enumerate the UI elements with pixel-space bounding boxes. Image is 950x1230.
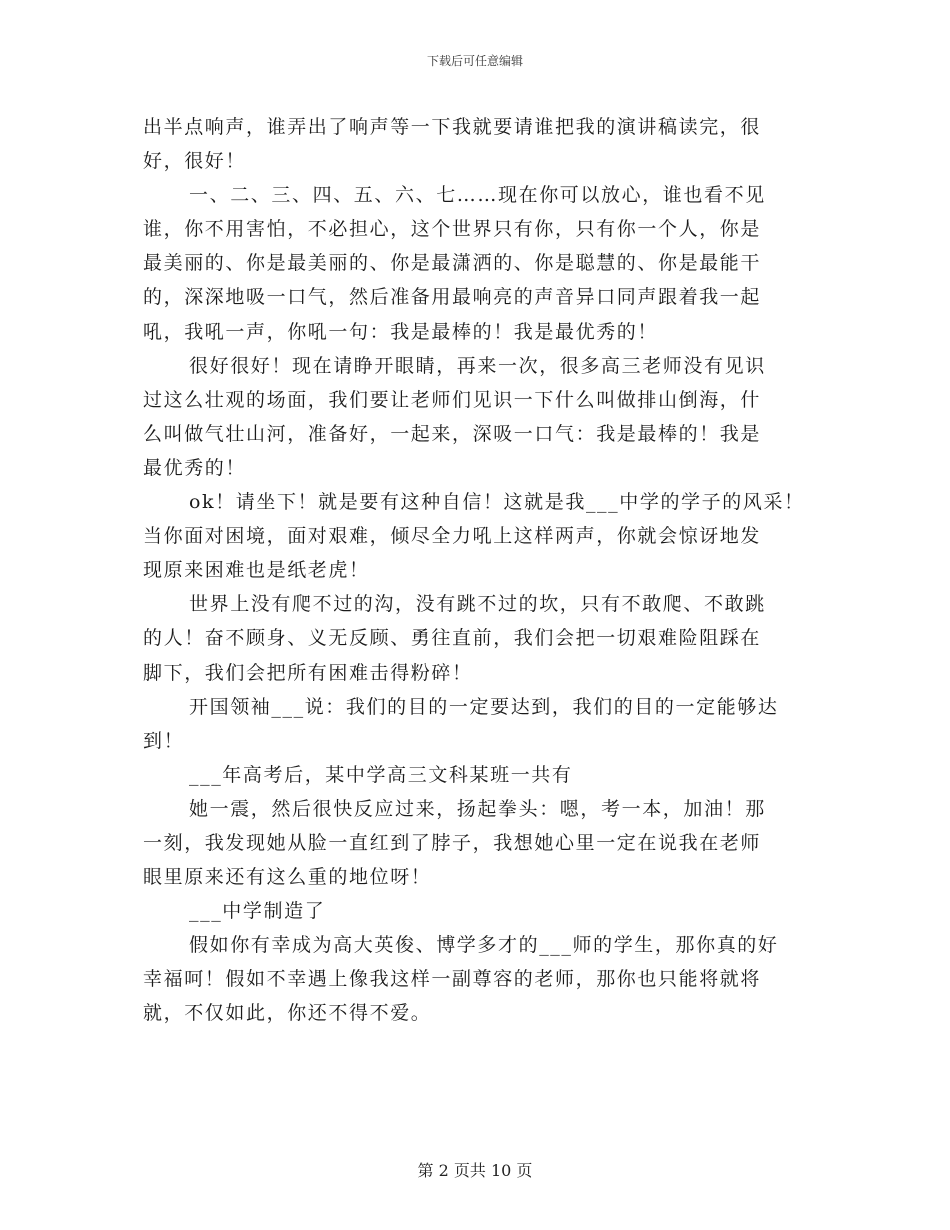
text-line: 现原来困难也是纸老虎！	[143, 559, 370, 582]
text-line: 的，深深地吸一口气，然后准备用最响亮的声音异口同声跟着我一起	[143, 286, 762, 309]
text-line: 的人！奋不顾身、义无反顾、勇往直前，我们会把一切艰难险阻踩在	[143, 627, 762, 650]
text-line: 最美丽的、你是最美丽的、你是最潇洒的、你是聪慧的、你是最能干	[143, 252, 762, 275]
text-line: 吼，我吼一声，你吼一句：我是最棒的！我是最优秀的！	[143, 320, 659, 343]
document-body	[143, 110, 813, 1031]
text-line: 出半点响声，谁弄出了响声等一下我就要请谁把我的演讲稿读完，很	[143, 116, 762, 138]
text-line: 一刻，我发现她从脸一直红到了脖子，我想她心里一定在说我在老师	[143, 831, 762, 854]
text-line: 谁，你不用害怕，不必担心，这个世界只有你，只有你一个人，你是	[143, 218, 762, 241]
text-line: 就，不仅如此，你还不得不爱。	[143, 1002, 432, 1025]
text-line: ___年高考后，某中学高三文科某班一共有	[189, 763, 573, 786]
text-line: 假如你有幸成为高大英俊、博学多才的___师的学生，那你真的好	[189, 934, 779, 957]
text-line: 最优秀的！	[143, 456, 247, 479]
text-line: 好，很好！	[143, 150, 247, 173]
text-line: 眼里原来还有这么重的地位呀！	[143, 866, 432, 889]
text-line: ok！请坐下！就是要有这种自信！这就是我___中学的学子的风采！	[189, 491, 805, 514]
text-line: 开国领袖___说：我们的目的一定要达到，我们的目的一定能够达	[189, 695, 779, 718]
page-header: 下载后可任意编辑	[426, 54, 523, 68]
text-line: 世界上没有爬不过的沟，没有跳不过的坎，只有不敢爬、不敢跳	[189, 593, 766, 616]
text-line: 到！	[143, 729, 185, 752]
text-line: 么叫做气壮山河，准备好，一起来，深吸一口气：我是最棒的！我是	[143, 422, 762, 445]
text-line: 很好很好！现在请睁开眼睛，再来一次，很多高三老师没有见识	[189, 354, 766, 377]
text-line: 一、二、三、四、五、六、七……现在你可以放心，谁也看不见	[189, 184, 766, 207]
text-line: 脚下，我们会把所有困难击得粉碎！	[143, 661, 473, 684]
text-line: ___中学制造了	[189, 900, 326, 923]
text-line: 过这么壮观的场面，我们要让老师们见识一下什么叫做排山倒海，什	[143, 388, 762, 411]
text-line: 她一震，然后很快反应过来，扬起拳头：嗯，考一本，加油！那	[189, 797, 766, 820]
page-footer: 第 2 页共 10 页	[417, 1161, 533, 1180]
text-line: 当你面对困境，面对艰难，倾尽全力吼上这样两声，你就会惊讶地发	[143, 525, 762, 548]
text-line: 幸福呵！假如不幸遇上像我这样一副尊容的老师，那你也只能将就将	[143, 968, 762, 991]
